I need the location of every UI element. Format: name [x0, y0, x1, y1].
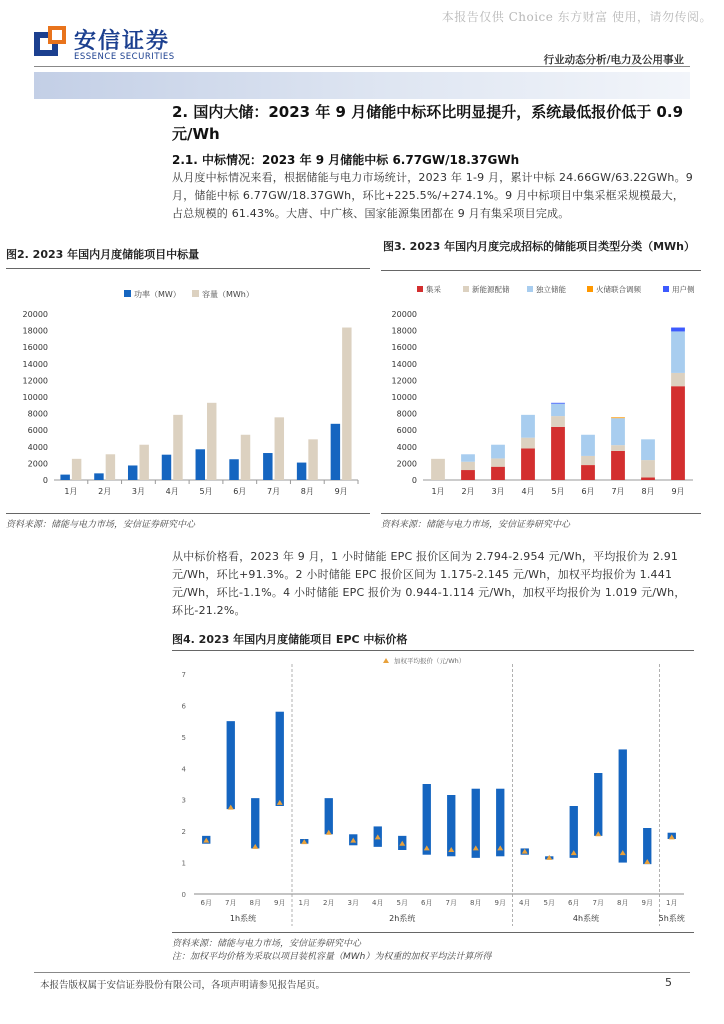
price-range-bar — [227, 721, 235, 809]
x-tick-label: 8月 — [249, 899, 261, 907]
y-tick-label: 4 — [181, 765, 186, 774]
stack-segment-2 — [491, 445, 505, 459]
y-tick-label: 8000 — [396, 409, 417, 419]
y-tick-label: 10000 — [22, 393, 48, 402]
y-tick-label: 20000 — [22, 310, 48, 319]
x-tick-label: 7月 — [592, 899, 604, 907]
y-tick-label: 4000 — [27, 442, 48, 452]
fig2-bottom-rule — [6, 513, 370, 514]
stack-segment-1 — [491, 458, 505, 466]
stack-segment-2 — [671, 331, 685, 373]
x-tick-label: 1月 — [298, 899, 310, 907]
x-tick-label: 3月 — [347, 899, 359, 907]
bar-power — [263, 453, 272, 480]
stack-segment-1 — [671, 373, 685, 386]
stack-segment-1 — [581, 456, 595, 465]
x-tick-label: 3月 — [131, 487, 145, 496]
subsection-title: 2.1. 中标情况：2023 年 9 月储能中标 6.77GW/18.37GWh — [172, 153, 520, 167]
bar-capacity — [106, 454, 115, 480]
fig3-source: 资料来源：储能与电力市场，安信证券研究中心 — [381, 520, 571, 530]
fig3-bottom-rule — [381, 513, 701, 514]
x-tick-label: 1月 — [431, 487, 445, 496]
x-tick-label: 4月 — [521, 487, 535, 496]
stack-segment-4 — [671, 328, 685, 332]
x-tick-label: 6月 — [233, 487, 247, 496]
watermark-text: 本报告仅供 Choice 东方财富 使用，请勿传阅。 — [441, 10, 712, 24]
y-tick-label: 14000 — [391, 359, 417, 369]
price-range-bar — [643, 828, 651, 864]
stack-segment-2 — [461, 454, 475, 461]
logo-english-name: ESSENCE SECURITIES — [74, 52, 175, 62]
x-tick-label: 2月 — [461, 487, 475, 496]
header-divider — [34, 66, 690, 67]
stack-segment-1 — [551, 416, 565, 427]
x-tick-label: 4月 — [519, 899, 531, 907]
y-tick-label: 16000 — [22, 343, 48, 353]
group-label: 1h系统 — [229, 914, 257, 923]
y-tick-label: 2000 — [396, 459, 417, 469]
footer-disclaimer: 本报告版权属于安信证券股份有限公司，各项声明请参见报告尾页。 — [40, 980, 326, 991]
header-band — [34, 72, 690, 99]
group-label: 5h系统 — [658, 914, 685, 923]
logo-chinese-name: 安信证券 — [74, 29, 171, 54]
bar-capacity — [308, 439, 317, 480]
y-tick-label: 4000 — [396, 442, 417, 452]
y-tick-label: 6000 — [27, 426, 48, 436]
x-tick-label: 9月 — [671, 487, 685, 496]
stack-segment-0 — [671, 386, 685, 480]
stack-segment-2 — [641, 439, 655, 460]
bar-capacity — [173, 415, 182, 480]
y-tick-label: 12000 — [22, 376, 48, 386]
fig4-note: 注：加权平均价格为采取以项目装机容量（MWh）为权重的加权平均法计算所得 — [172, 952, 492, 962]
fig3-title: 图3. 2023 年国内月度完成招标的储能项目类型分类（MWh） — [383, 240, 696, 253]
stack-segment-0 — [581, 465, 595, 480]
stack-segment-1 — [611, 445, 625, 451]
price-range-bar — [251, 798, 259, 848]
price-range-bar — [423, 784, 431, 855]
x-tick-label: 1月 — [64, 487, 78, 496]
group-label: 4h系统 — [572, 914, 600, 923]
fig2-top-rule — [6, 268, 370, 269]
fig4-source: 资料来源：储能与电力市场，安信证券研究中心 — [172, 939, 362, 949]
x-tick-label: 5月 — [396, 899, 408, 907]
fig2-title: 图2. 2023 年国内月度储能项目中标量 — [6, 248, 200, 261]
legend-label-0: 集采 — [426, 285, 441, 294]
fig4-bottom-rule — [172, 932, 694, 933]
y-tick-label: 6000 — [396, 426, 417, 436]
x-tick-label: 5月 — [543, 899, 555, 907]
bar-power — [94, 473, 103, 480]
paragraph-bid-price: 从中标价格看，2023 年 9 月，1 小时储能 EPC 报价区间为 2.794-2.954 元/Wh，平均报价为 2.91 元/Wh，环比+91.3%。2 小时储能 EPC 报价区间为 1.175-2.145 元/Wh，加权平均报价为 1.441 元/Wh，环比-1.1%。4 小时储能 EPC 报价为 0.944-1.114 元/Wh，加权平均报价为 1.019 元/Wh，环比-21.2%。 — [172, 550, 686, 617]
x-tick-label: 4月 — [372, 899, 384, 907]
y-tick-label: 7 — [181, 671, 186, 679]
x-tick-label: 8月 — [300, 487, 314, 496]
y-tick-label: 20000 — [391, 310, 417, 319]
stack-segment-0 — [551, 427, 565, 480]
stack-segment-3 — [611, 417, 625, 418]
x-tick-label: 6月 — [581, 487, 595, 496]
legend-label-3: 火储联合调频 — [596, 285, 641, 294]
y-tick-label: 0 — [42, 476, 48, 485]
legend-swatch-1 — [463, 286, 469, 292]
x-tick-label: 7月 — [611, 487, 625, 496]
legend-swatch-4 — [663, 286, 669, 292]
y-tick-label: 5 — [181, 733, 186, 742]
y-tick-label: 10000 — [391, 393, 417, 402]
stack-segment-2 — [581, 435, 595, 456]
price-range-bar — [619, 749, 627, 862]
bar-capacity — [139, 445, 148, 480]
x-tick-label: 6月 — [200, 899, 212, 907]
legend-label-1: 新能源配储 — [472, 285, 510, 294]
page-number: 5 — [665, 976, 672, 989]
company-logo — [34, 22, 214, 70]
x-tick-label: 2月 — [323, 899, 335, 907]
fig3-chart — [381, 280, 701, 510]
stack-segment-1 — [521, 438, 535, 449]
fig4-chart — [172, 652, 694, 930]
y-tick-label: 2000 — [27, 459, 48, 469]
stack-segment-1 — [461, 462, 475, 470]
legend-label-4: 用户侧 — [672, 285, 695, 294]
legend-swatch-0 — [124, 290, 131, 297]
legend-label-0: 功率（MW） — [134, 290, 181, 299]
y-tick-label: 0 — [411, 476, 417, 485]
section-title: 2. 国内大储：2023 年 9 月储能中标环比明显提升，系统最低报价低于 0.9 元/Wh — [172, 103, 684, 143]
bar-power — [60, 475, 69, 480]
logo-mark-icon — [34, 26, 68, 60]
bar-capacity — [342, 328, 351, 480]
fig3-top-rule — [381, 270, 701, 271]
legend-swatch-0 — [417, 286, 423, 292]
x-tick-label: 9月 — [494, 899, 506, 907]
bar-power — [229, 459, 238, 480]
fig4-svg — [172, 652, 694, 930]
fig3-svg — [381, 280, 701, 510]
group-label: 2h系统 — [389, 914, 416, 923]
bar-power — [162, 455, 171, 480]
y-tick-label: 14000 — [22, 359, 48, 369]
y-tick-label: 18000 — [391, 326, 417, 336]
legend-swatch-3 — [587, 286, 593, 292]
legend-label-1: 容量（MWh） — [202, 290, 254, 299]
stack-segment-1 — [641, 460, 655, 477]
bar-power — [128, 465, 137, 480]
bar-capacity — [207, 403, 216, 480]
fig2-source: 资料来源：储能与电力市场，安信证券研究中心 — [6, 520, 196, 530]
x-tick-label: 9月 — [641, 899, 653, 907]
price-range-bar — [594, 773, 602, 836]
footer-divider — [34, 972, 690, 973]
bar-capacity — [241, 435, 250, 480]
bar-capacity — [72, 459, 81, 480]
stack-segment-1 — [431, 459, 445, 480]
stack-segment-0 — [611, 451, 625, 480]
x-tick-label: 4月 — [165, 487, 179, 496]
x-tick-label: 8月 — [641, 487, 655, 496]
x-tick-label: 1月 — [666, 899, 678, 907]
x-tick-label: 7月 — [445, 899, 457, 907]
stack-segment-4 — [551, 403, 565, 404]
bar-capacity — [275, 417, 284, 480]
stack-segment-2 — [521, 415, 535, 438]
x-tick-label: 8月 — [470, 899, 482, 907]
legend-swatch-2 — [527, 286, 533, 292]
y-tick-label: 18000 — [22, 326, 48, 336]
y-tick-label: 2 — [181, 828, 186, 837]
price-range-bar — [570, 806, 578, 858]
bar-power — [196, 449, 205, 480]
legend-label-2: 独立储能 — [536, 285, 566, 294]
bar-power — [297, 463, 306, 480]
x-tick-label: 6月 — [568, 899, 580, 907]
price-range-bar — [325, 798, 333, 834]
y-tick-label: 0 — [181, 891, 186, 899]
x-tick-label: 7月 — [267, 487, 281, 496]
x-tick-label: 3月 — [491, 487, 505, 496]
x-tick-label: 7月 — [225, 899, 237, 907]
y-tick-label: 8000 — [27, 409, 48, 419]
x-tick-label: 2月 — [98, 487, 112, 496]
y-tick-label: 3 — [181, 796, 186, 805]
x-tick-label: 5月 — [199, 487, 213, 496]
stack-segment-2 — [551, 404, 565, 416]
x-tick-label: 5月 — [551, 487, 565, 496]
stack-segment-0 — [521, 448, 535, 480]
fig2-chart — [6, 280, 370, 510]
report-category: 行业动态分析/电力及公用事业 — [543, 54, 684, 66]
x-tick-label: 9月 — [334, 487, 348, 496]
y-tick-label: 6 — [181, 702, 186, 711]
y-tick-label: 16000 — [391, 343, 417, 353]
fig4-top-rule — [172, 650, 694, 651]
stack-segment-0 — [461, 470, 475, 480]
legend-avg-marker — [383, 658, 389, 663]
stack-segment-2 — [611, 418, 625, 445]
x-tick-label: 9月 — [274, 899, 286, 907]
bar-power — [331, 424, 340, 480]
fig2-svg — [6, 280, 370, 510]
y-tick-label: 12000 — [391, 376, 417, 386]
legend-avg-label: 加权平均报价（元/Wh） — [394, 657, 466, 665]
x-tick-label: 8月 — [617, 899, 629, 907]
stack-segment-0 — [641, 478, 655, 480]
stack-segment-0 — [491, 467, 505, 480]
x-tick-label: 6月 — [421, 899, 433, 907]
fig4-title: 图4. 2023 年国内月度储能项目 EPC 中标价格 — [172, 633, 408, 646]
legend-swatch-1 — [192, 290, 199, 297]
y-tick-label: 1 — [181, 859, 186, 868]
price-range-bar — [276, 712, 284, 806]
paragraph-bid-volume: 从月度中标情况来看，根据储能与电力市场统计，2023 年 1-9 月，累计中标 24.66GW/63.22GWh。9 月，储能中标 6.77GW/18.37GWh，环比+225.5%/+274.1%。9 月中标项目中集采框采规模最大，占总规模的 61.43%。大唐、中广核、国家能源集团都在 9 月有集采项目完成。 — [172, 171, 694, 220]
